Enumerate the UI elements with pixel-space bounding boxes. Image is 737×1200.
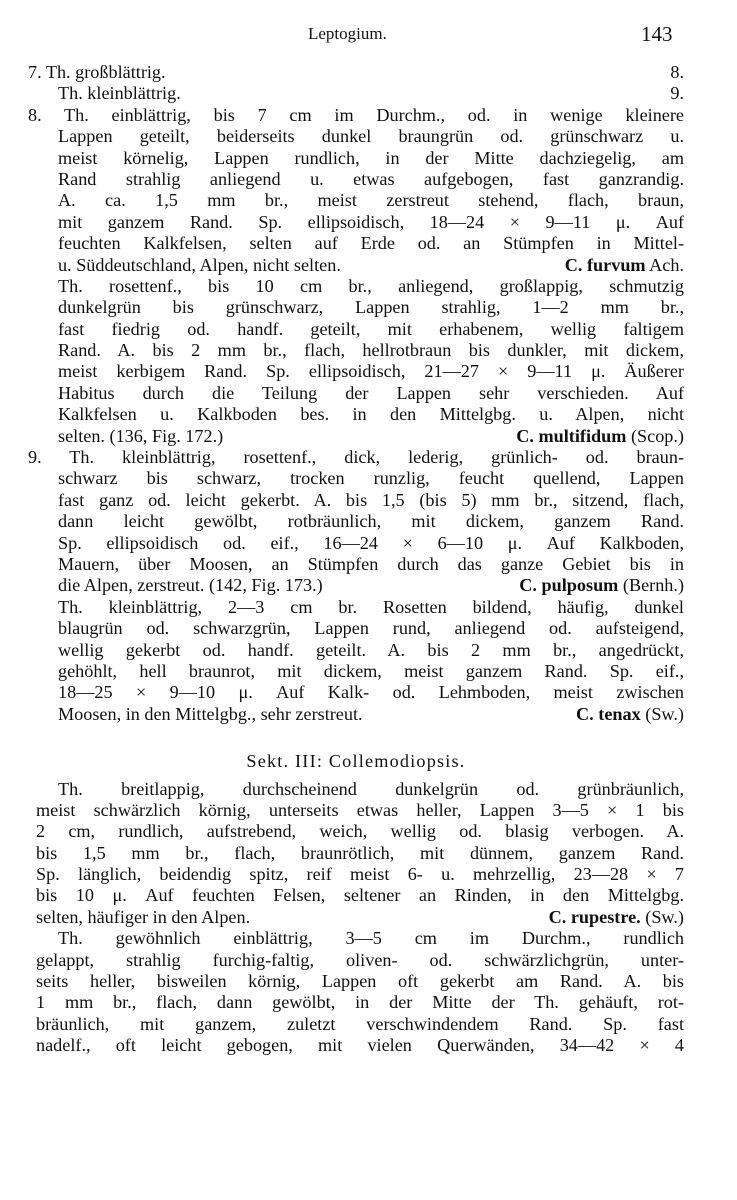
key-ref: 9. [670,83,684,104]
text-line: Habitus durch die Teilung der Lappen sehr verschieden. Auf [58,382,684,403]
species-author: (Scop.) [630,425,684,446]
text-line: gehöhlt, hell braunrot, mit dickem, meist ganzem Rand. Sp. eif., [58,660,684,681]
text-line: Th. gewöhnlich einblättrig, 3—5 cm im Durchm., rundlich [58,928,684,949]
text-line: Lappen geteilt, beiderseits dunkel braungrün od. grünschwarz u. [58,126,684,147]
species-author: (Sw.) [645,703,684,724]
section-heading: Sekt. III: Collemodiopsis. [246,751,466,772]
text-line: meist kerbigem Rand. Sp. ellipsoidisch, 21—27 × 9—11 μ. Äußerer [58,361,684,382]
text-line: feuchten Kalkfelsen, selten auf Erde od. an Stümpfen in Mittel- [58,233,684,254]
text-line: seits heller, bisweilen körnig, Lappen oft gekerbt am Rand. A. bis [36,971,684,992]
text-line: bis 1,5 mm br., flach, braunrötlich, mit dünnem, ganzem Rand. [36,842,684,863]
text-line: meist schwärzlich körnig, unterseits etwas heller, Lappen 3—5 × 1 bis [36,799,684,820]
text-line: bräunlich, mit ganzem, zuletzt verschwindendem Rand. Sp. fast [36,1013,684,1034]
text-line: Rand. A. bis 2 mm br., flach, hellrotbraun bis dunkler, mit dickem, [58,340,684,361]
text-line: dunkelgrün bis grünschwarz, Lappen strahlig, 1—2 mm br., [58,297,684,318]
text-line: 1 mm br., flach, dann gewölbt, in der Mitte der Th. gehäuft, rot- [36,992,684,1013]
text-line: mit ganzem Rand. Sp. ellipsoidisch, 18—24 × 9—11 μ. Auf [58,211,684,232]
key-line: 7. Th. großblättrig. 8. [28,62,684,82]
text-line: fast ganz od. leicht gekerbt. A. bis 1,5 (bis 5) mm br., sitzend, flach, [58,489,684,510]
text-line: Mauern, über Moosen, an Stümpfen durch das ganze Gebiet bis in [58,553,684,574]
text-line: 2 cm, rundlich, aufstrebend, weich, wellig od. blasig verbogen. A. [36,821,684,842]
text-line: fast fiedrig od. handf. geteilt, mit erhabenem, wellig faltigem [58,318,684,339]
species-line: u. Süddeutschland, Alpen, nicht selten. C. furvum Ach. [58,254,684,275]
species-name: C. tenax [576,703,641,724]
key-line: Th. kleinblättrig. 9. [58,83,684,104]
species-line: selten. (136, Fig. 172.) C. multifidum (Scop.) [58,425,684,446]
species-line: Moosen, in den Mittelgbg., sehr zerstreut. C. tenax (Sw.) [58,703,684,724]
species-author: Ach. [649,254,684,275]
text-line: Sp. ellipsoidisch od. eif., 16—24 × 6—10 μ. Auf Kalkboden, [58,532,684,553]
text-line: Sp. länglich, beidendig spitz, reif meist 6- u. mehrzellig, 23—28 × 7 [36,864,684,885]
page-number: 143 [641,22,673,46]
text-line: gelappt, strahlig furchig-faltig, oliven- od. schwärzlichgrün, unter- [36,949,684,970]
running-title: Leptogium. [308,24,387,43]
text-line: Th. kleinblättrig, 2—3 cm br. Rosetten bildend, häufig, dunkel [58,596,684,617]
species-name: C. pulposum [519,575,619,596]
species-name: C. rupestre. [548,906,641,927]
text-line: Kalkfelsen u. Kalkboden bes. in den Mittelgbg. u. Alpen, nicht [58,404,684,425]
text-line: dann leicht gewölbt, rotbräunlich, mit dickem, ganzem Rand. [58,511,684,532]
text-line: Th. rosettenf., bis 10 cm br., anliegend, großlappig, schmutzig [58,275,684,296]
text-line: meist körnelig, Lappen rundlich, in der Mitte dachziegelig, am [58,147,684,168]
species-author: (Bernh.) [622,575,684,596]
species-name: C. furvum [564,254,646,275]
text-body [28,62,684,1057]
text-line: Th. breitlappig, durchscheinend dunkelgrün od. grünbräunlich, [58,778,684,799]
text-line: nadelf., oft leicht gebogen, mit vielen Querwänden, 34—42 × 4 [36,1035,684,1056]
species-line: die Alpen, zerstreut. (142, Fig. 173.) C. pulposum (Bernh.) [58,575,684,596]
text-line: Rand strahlig anliegend u. etwas aufgebogen, fast ganzrandig. [58,168,684,189]
text-line: wellig gekerbt od. handf. geteilt. A. bis 2 mm br., angedrückt, [58,639,684,660]
page-header [0,22,737,50]
species-name: C. multifidum [516,425,627,446]
species-author: (Sw.) [645,906,684,927]
text-line: 18—25 × 9—10 μ. Auf Kalk- od. Lehmboden, meist zwischen [58,682,684,703]
text-line: A. ca. 1,5 mm br., meist zerstreut stehend, flach, braun, [58,190,684,211]
text-line: 8. Th. einblättrig, bis 7 cm im Durchm., od. in wenige kleinere [28,104,684,125]
text-line: 9. Th. kleinblättrig, rosettenf., dick, lederig, grünlich- od. braun- [28,447,684,468]
species-line: selten, häufiger in den Alpen. C. rupestre. (Sw.) [36,906,684,927]
text-line: blaugrün od. schwarzgrün, Lappen rund, anliegend od. aufsteigend, [58,618,684,639]
key-ref: 8. [670,62,684,82]
text-line: schwarz bis schwarz, trocken runzlig, feucht quellend, Lappen [58,468,684,489]
text-line: bis 10 μ. Auf feuchten Felsen, seltener an Rinden, in den Mittelgbg. [36,885,684,906]
